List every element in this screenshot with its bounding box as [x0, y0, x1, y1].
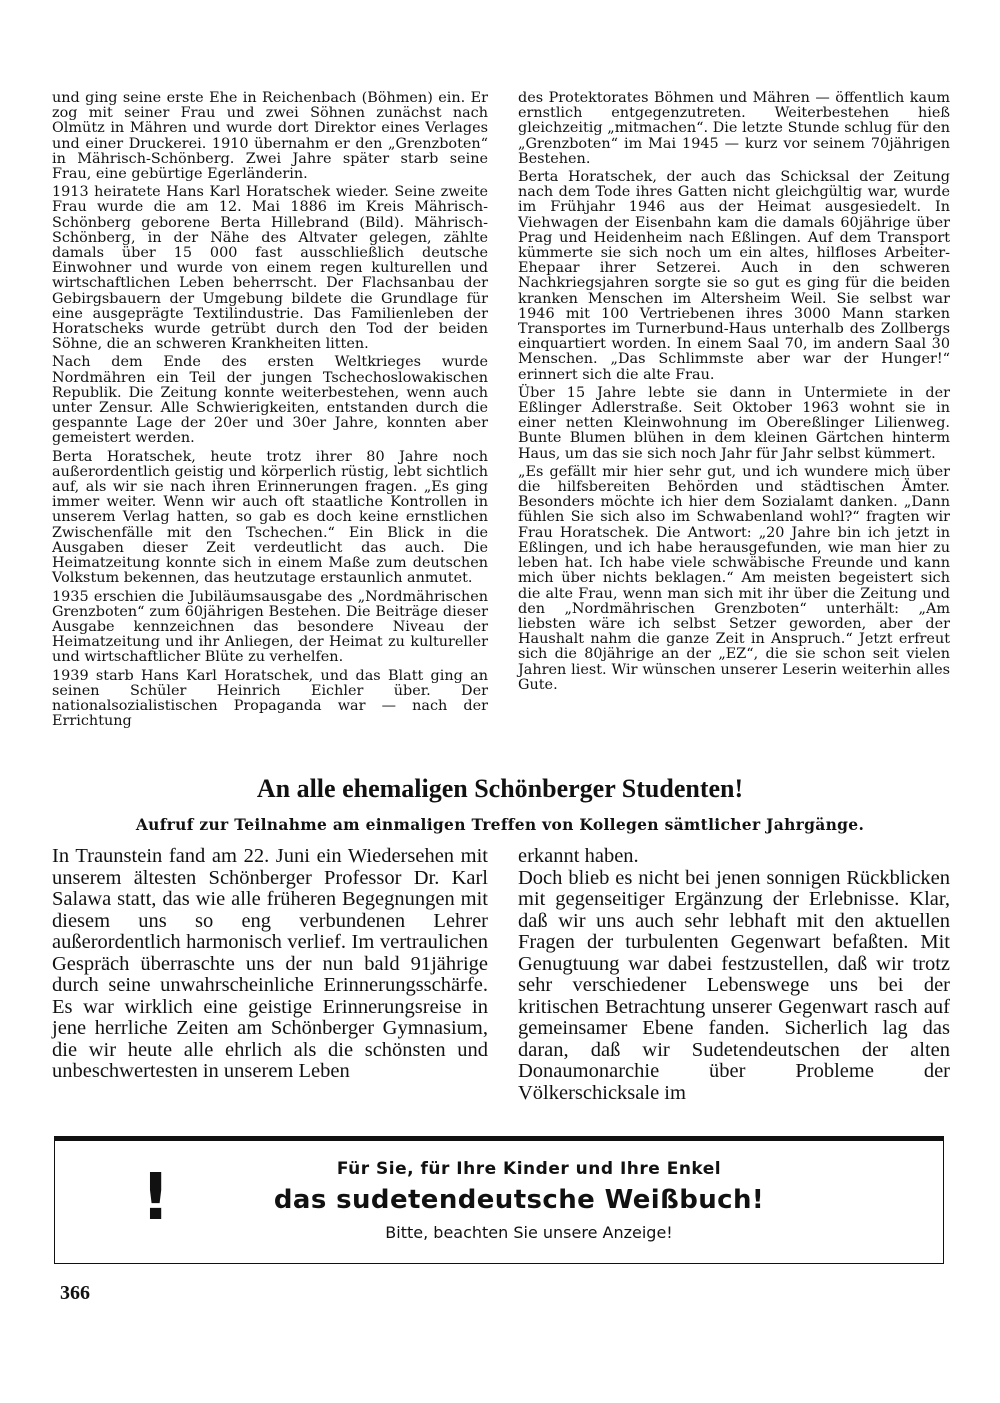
ad-line-3: Bitte, beachten Sie unsere Anzeige!: [385, 1223, 673, 1242]
paragraph: „Es gefällt mir hier sehr gut, und ich wundere mich über die hilfsbereiten Behörden und städtischen Ämter. Besonders möchte ich hier dem Sozialamt danken. „Dann fühlen Sie sich also im Schwabenland wohl?“ fragten wir Frau Horatschek. Die Antwort: „20 Jahre bin ich jetzt in Eßlingen, und ich habe herausgefunden, wie man hier zu leben hat. Ich habe viele schwäbische Freunde und kann mich über nichts beklagen.“ Am meisten begeistert sich die alte Frau, wenn man sich mit ihr über die Zeitung und den „Nordmährischen Grenzboten“ unterhält: „Am liebsten wäre ich selbst Setzer geworden, aber der Haushalt nahm die ganze Zeit in Anspruch.“ Jetzt erfreut sich die 80jährige an der „EZ“, die sie schon seit vielen Jahren liest. Wir wünschen unserer Leserin weiterhin alles Gute.: [518, 463, 950, 693]
paragraph: erkannt haben.: [518, 845, 639, 867]
ad-top-rule: [55, 1137, 943, 1141]
paragraph: Über 15 Jahre lebte sie dann in Untermiete in der Eßlinger Adlerstraße. Seit Oktober 1963 wohnt sie in einer netten Kleinwohnung im Obereßlinger Lilienweg. Bunte Blumen blühen in dem kleinen Gärtchen hinterm Haus, um das sie sich noch Jahr für Jahr selbst kümmert.: [518, 384, 950, 462]
paragraph: Nach dem Ende des ersten Weltkrieges wurde Nordmähren ein Teil der jungen Tschechoslowakischen Republik. Die Zeitung konnte weiterbestehen, wenn auch unter Zensur. Alle Schwierigkeiten, entstanden durch die gespannte Lage der 20er und 30er Jahre, konnten aber gemeistert werden.: [52, 354, 488, 447]
article-bottom-left-column: [52, 846, 488, 1083]
page-number: 366: [60, 1282, 90, 1304]
article-headline: An alle ehemaligen Schönberger Studenten!: [256, 774, 744, 803]
paragraph: des Protektorates Böhmen und Mähren — öffentlich kaum ernstlich entgegenzutreten. Weiterbestehen hieß gleichzeitig „mitmachen“. Die letzte Stunde schlug für den „Grenzboten“ im Mai 1945 — kurz vor seinem 70jährigen Bestehen.: [518, 90, 950, 167]
ad-line-1: Für Sie, für Ihre Kinder und Ihre Enkel: [336, 1159, 722, 1179]
paragraph: Berta Horatschek, heute trotz ihrer 80 Jahre noch außerordentlich geistig und körperlich rüstig, lebt sichtlich auf, als wir sie nach ihren Erinnerungen fragen. „Es ging immer weiter. Wenn wir auch oft staatliche Kontrollen in unserem Verlag hatten, so gab es doch keine ernstlichen Zwischenfälle mit den Tschechen.“ Ein Blick in die Ausgaben dieser Zeit verdeutlicht das auch. Die Heimatzeitung konnte sich in einem Maße zum deutschen Volkstum bekennen, das heutzutage erstaunlich anmutet.: [52, 448, 488, 587]
paragraph: In Traunstein fand am 22. Juni ein Wiedersehen mit unserem ältesten Schönberger Professor Dr. Karl Salawa statt, das wie alle früheren Begegnungen mit diesem uns so eng verbundenen Lehrer außerordentlich harmonisch verlief. Im vertraulichen Gespräch überraschte uns der nun bald 91jährige durch seine unwahrscheinliche Erinnerungsschärfe. Es war wirklich eine geistige Erinnerungsreise in jene herrliche Zeiten am Schönberger Gymnasium, die wir heute alle ehrlich als die schönsten und unbeschwertesten in unserem Leben: [52, 845, 488, 1082]
paragraph: 1939 starb Hans Karl Horatschek, und das Blatt ging an seinen Schüler Heinrich Eichler über. Der nationalsozialistischen Propaganda war — nach der Errichtung: [52, 667, 488, 730]
paragraph: 1935 erschien die Jubiläumsausgabe des „Nordmährischen Grenzboten“ zum 60jährigen Bestehen. Die Beiträge dieser Ausgabe kennzeichnen das besondere Niveau der Heimatzeitung und ihr Anliegen, der Heimat zu kultureller und wirtschaftlicher Blüte zu verhelfen.: [52, 588, 488, 666]
paragraph: Doch blieb es nicht bei jenen sonnigen Rückblicken mit gegenseitiger Ergänzung der Erlebnisse. Klar, daß wir uns auch sehr lebhaft mit den aktuellen Fragen der turbulenten Gegenwart befaßten. Mit Genugtuung war dabei festzustellen, daß wir trotz sehr verschiedener Lebenswege uns bei der kritischen Betrachtung unserer Gegenwart rasch auf gemeinsamer Ebene fanden. Sicherlich lag das daran, daß wir Sudetendeutschen der alten Donaumonarchie über Probleme der Völkerschicksale im: [518, 866, 950, 1104]
paragraph: Berta Horatschek, der auch das Schicksal der Zeitung nach dem Tode ihres Gatten nicht gleichgültig war, wurde im Frühjahr 1946 aus der Heimat ausgesiedelt. In Viehwagen der Eisenbahn kam die damals 60jährige über Prag und Heidenheim nach Eßlingen. Auf dem Transport kümmerte sie sich noch um ein altes, hilfloses Arbeiter-Ehepaar ihrer Setzerei. Auch in den schweren Nachkriegsjahren sorgte sie so gut es ging für die beiden kranken Menschen im Altersheim Weil. Sie selbst war 1946 mit 100 Vertriebenen ihres 3000 Mann starken Transportes im Turnerbund-Haus unterhalb des Zollbergs einquartiert worden. In einem Saal 70, im andern Saal 30 Menschen. „Das Schlimmste aber war der Hunger!“ erinnert sich die alte Frau.: [518, 169, 950, 383]
article-bottom-right-column: [518, 846, 950, 1104]
paragraph: 1913 heiratete Hans Karl Horatschek wieder. Seine zweite Frau wurde die am 12. Mai 1886 im Kreis Mährisch-Schönberg geborene Berta Hillebrand (Bild). Mährisch-Schönberg, in der Nähe des Altvater gelegen, zählte damals über 15 000 fast ausschließlich deutsche Einwohner und wurde von einem regen kulturellen und wirtschaftlichen Leben beherrscht. Der Flachsanbau der Gebirgsbauern der Umgebung bildete die Grundlage für eine ausgeprägte Textilindustrie. Das Familienleben der Horatscheks wurde getrübt durch den Tod der beiden Söhne, die an schweren Krankheiten litten.: [52, 184, 488, 353]
article-top-left-column: [52, 91, 488, 729]
article-subheadline: Aufruf zur Teilnahme am einmaligen Treffen von Kollegen sämtlicher Jahrgänge.: [135, 815, 865, 834]
paragraph: und ging seine erste Ehe in Reichenbach (Böhmen) ein. Er zog mit seiner Frau und zwei Söhnen zunächst nach Olmütz in Mähren und wurde dort Direktor eines Verlages und einer Druckerei. 1910 übernahm er den „Grenzboten“ in Mährisch-Schönberg. Zwei Jahre später starb seine Frau, eine gebürtige Egerländerin.: [52, 90, 488, 183]
exclamation-icon: !: [141, 1161, 171, 1235]
article-top-right-column: [518, 91, 950, 693]
ad-line-2: das sudetendeutsche Weißbuch!: [273, 1185, 765, 1215]
advertisement-box: [54, 1136, 944, 1264]
